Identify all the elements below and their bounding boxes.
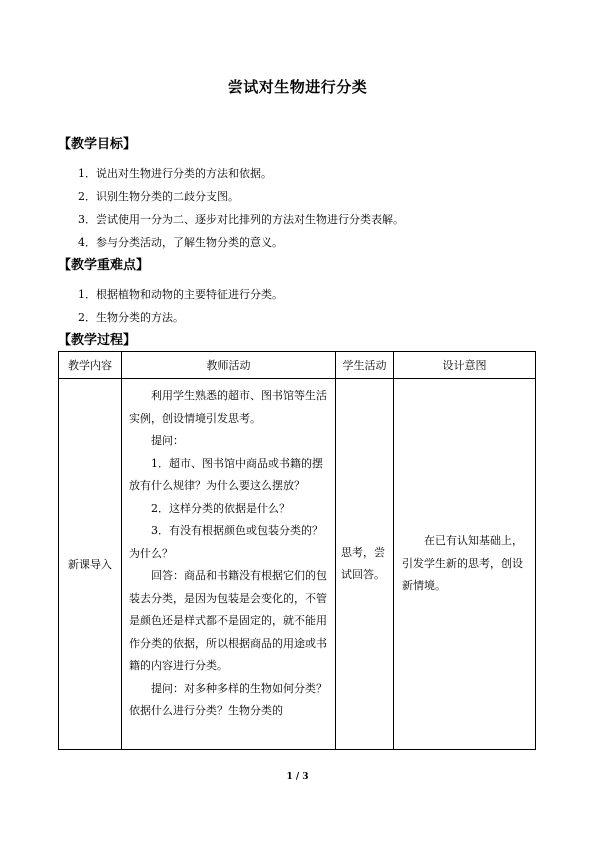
header-teacher-activity: 教师活动: [122, 352, 336, 379]
header-design-intent: 设计意图: [394, 352, 536, 379]
key-point-item-2: 2．生物分类的方法。: [78, 311, 184, 324]
page-number: 1 / 3: [286, 772, 309, 782]
page-title: 尝试对生物进行分类: [227, 78, 368, 96]
design-intent-cell: [394, 379, 536, 750]
teacher-paragraph: 提问：对多种多样的生物如何分类？依据什么进行分类？生物分类的: [129, 681, 327, 717]
key-points-heading: 【教学重难点】: [58, 258, 150, 273]
teacher-paragraph: 回答：商品和书籍没有根据它们的包装去分类，是因为包装是会变化的，不管是颜色还是样式都不是固定的，就不能用作分类的依据，所以根据商品的用途或书籍的内容进行分类。: [129, 569, 327, 672]
row-content-label: 新课导入: [68, 558, 112, 571]
teacher-paragraph: 2．这样分类的依据是什么？: [151, 501, 290, 515]
objective-item-2: 2．识别生物分类的二歧分支图。: [78, 190, 239, 203]
objective-item-1: 1．说出对生物进行分类的方法和依据。: [78, 167, 272, 180]
process-heading: 【教学过程】: [58, 333, 137, 348]
table-row: [59, 379, 536, 750]
objectives-heading: 【教学目标】: [58, 137, 137, 152]
objective-item-4: 4．参与分类活动，了解生物分类的意义。: [78, 236, 283, 249]
student-activity-text: 思考，尝试回答。: [341, 545, 385, 581]
table-header-row: [59, 352, 536, 379]
teacher-paragraph: 利用学生熟悉的超市、图书馆等生活实例，创设情境引发思考。: [129, 389, 327, 425]
key-point-item-1: 1．根据植物和动物的主要特征进行分类。: [78, 288, 283, 301]
student-activity-cell: [336, 379, 394, 750]
design-intent-text: 在已有认知基础上，引发学生新的思考，创设新情境。: [402, 534, 523, 593]
teacher-paragraph: 提问：: [151, 434, 184, 447]
teacher-paragraph: 1．超市、图书馆中商品或书籍的摆放有什么规律？为什么要这么摆放？: [129, 456, 323, 492]
teaching-process-table: [58, 351, 536, 750]
teacher-activity-cell: [122, 379, 336, 750]
header-student-activity: 学生活动: [336, 352, 394, 379]
teacher-paragraph: 3．有没有根据颜色或包装分类的？为什么？: [129, 524, 323, 560]
row-content-cell: [59, 379, 122, 750]
objective-item-3: 3．尝试使用一分为二、逐步对比排列的方法对生物进行分类表解。: [78, 213, 404, 226]
header-content: 教学内容: [59, 352, 122, 379]
